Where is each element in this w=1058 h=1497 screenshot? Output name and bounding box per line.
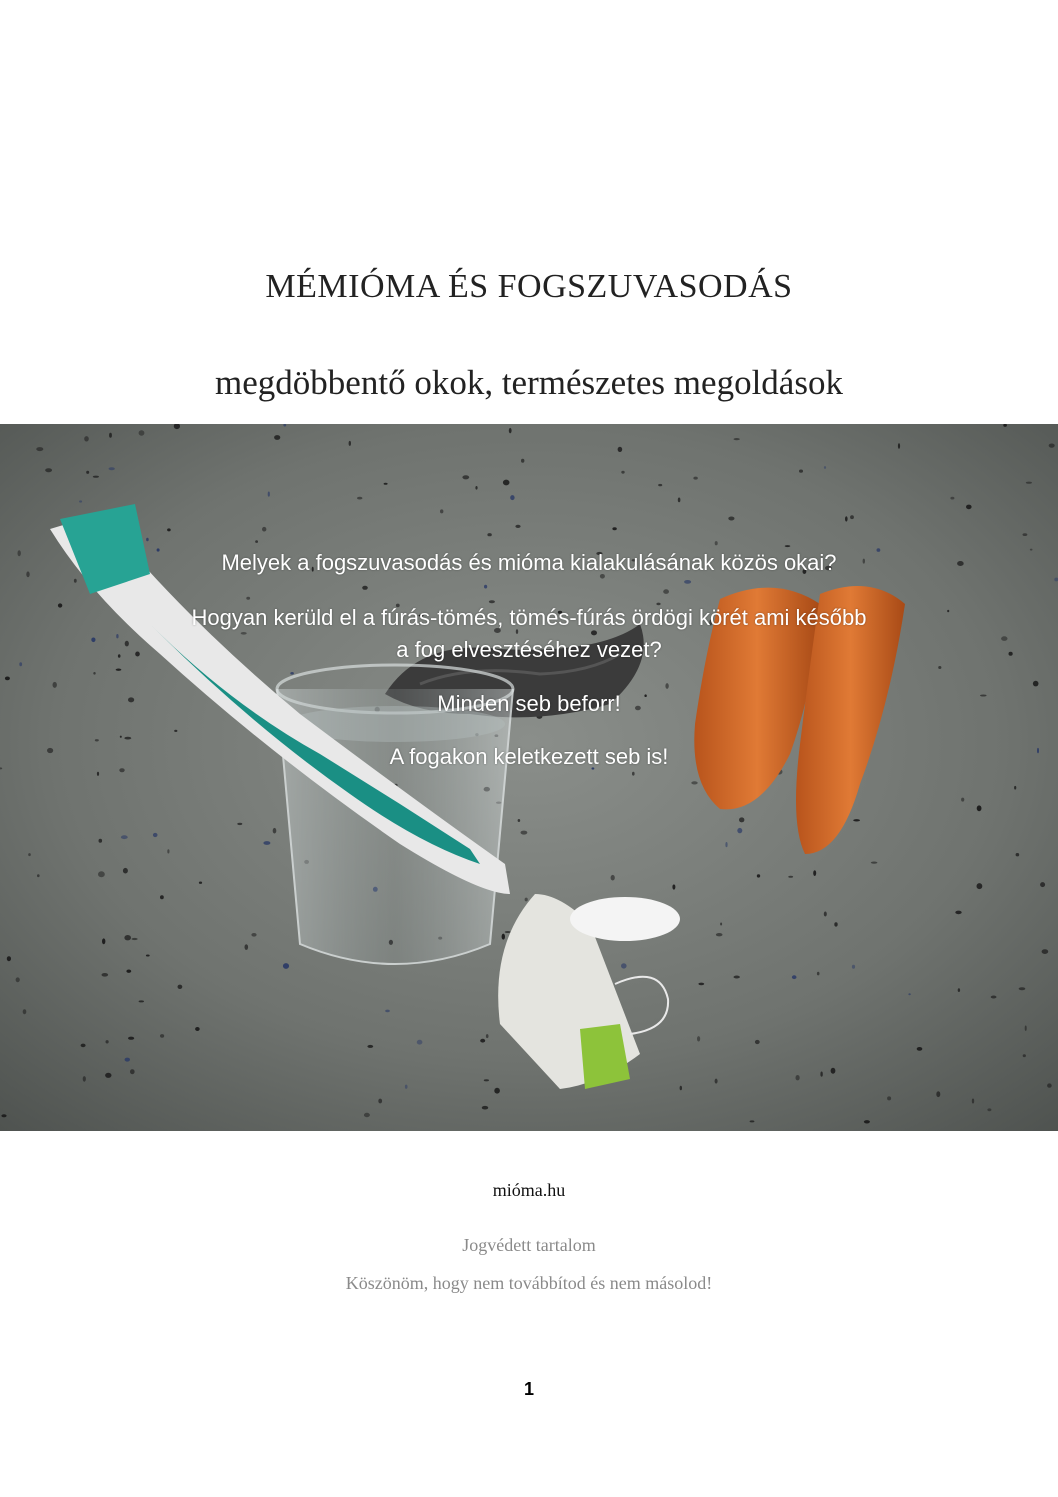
countertop-speckle: [720, 923, 722, 926]
countertop-speckle: [728, 517, 734, 521]
countertop-speckle: [116, 669, 122, 671]
countertop-speckle: [109, 433, 112, 438]
countertop-speckle: [480, 1039, 485, 1043]
countertop-speckle: [697, 1036, 700, 1041]
countertop-speckle: [487, 533, 491, 536]
countertop-speckle: [357, 497, 362, 500]
countertop-speckle: [1042, 949, 1049, 954]
cover-photo: [0, 424, 1058, 1131]
countertop-speckle: [125, 1058, 130, 1062]
countertop-speckle: [1023, 1054, 1026, 1057]
countertop-speckle: [93, 672, 95, 675]
countertop-speckle: [1026, 482, 1032, 484]
copyright-notice: Jogvédett tartalom: [462, 1235, 596, 1255]
countertop-speckle: [53, 682, 57, 688]
countertop-speckle: [1049, 444, 1055, 448]
countertop-speckle: [792, 975, 797, 979]
countertop-speckle: [130, 1069, 135, 1074]
countertop-speckle: [796, 1075, 800, 1080]
countertop-speckle: [167, 528, 171, 531]
countertop-speckle: [958, 988, 960, 992]
countertop-speckle: [817, 972, 820, 976]
countertop-speckle: [384, 483, 388, 485]
countertop-speckle: [908, 993, 910, 995]
countertop-speckle: [268, 492, 270, 497]
countertop-speckle: [349, 441, 351, 446]
countertop-speckle: [95, 739, 99, 741]
countertop-speckle: [128, 1037, 134, 1040]
countertop-speckle: [510, 495, 514, 500]
countertop-speckle: [509, 428, 512, 433]
countertop-speckle: [121, 835, 128, 839]
countertop-speckle: [663, 589, 669, 594]
countertop-speckle: [658, 484, 662, 486]
countertop-speckle: [484, 1079, 489, 1081]
countertop-speckle: [693, 477, 697, 480]
countertop-speckle: [621, 471, 624, 474]
countertop-speckle: [502, 934, 505, 940]
countertop-speckle: [160, 895, 164, 899]
countertop-speckle: [102, 938, 105, 944]
countertop-speckle: [146, 955, 150, 957]
countertop-speckle: [74, 579, 77, 583]
countertop-speckle: [621, 963, 627, 968]
document-subtitle: megdöbbentő okok, természetes megoldások: [215, 363, 843, 402]
countertop-speckle: [251, 933, 256, 937]
countertop-speckle: [734, 976, 740, 979]
countertop-speckle: [84, 436, 89, 441]
countertop-speckle: [1016, 853, 1020, 856]
countertop-speckle: [283, 963, 289, 969]
countertop-speckle: [405, 1085, 408, 1089]
countertop-speckle: [364, 1113, 370, 1117]
countertop-speckle: [991, 996, 997, 999]
countertop-speckle: [81, 1044, 86, 1048]
countertop-speckle: [887, 1096, 891, 1100]
countertop-speckle: [1019, 987, 1026, 990]
countertop-speckle: [757, 874, 760, 877]
countertop-speckle: [834, 922, 837, 926]
countertop-speckle: [799, 470, 803, 473]
countertop-speckle: [237, 823, 242, 825]
countertop-speckle: [245, 944, 249, 950]
countertop-speckle: [102, 973, 109, 977]
countertop-speckle: [105, 1073, 111, 1078]
countertop-speckle: [518, 819, 521, 822]
countertop-speckle: [23, 1009, 27, 1014]
countertop-speckle: [850, 515, 854, 519]
countertop-speckle: [698, 983, 704, 986]
countertop-speckle: [98, 871, 105, 877]
countertop-speckle: [484, 585, 487, 589]
countertop-speckle: [813, 870, 816, 876]
countertop-speckle: [385, 1010, 390, 1013]
countertop-speckle: [715, 541, 718, 545]
countertop-speckle: [961, 798, 964, 802]
countertop-speckle: [691, 781, 697, 784]
countertop-speckle: [632, 772, 635, 776]
countertop-speckle: [475, 486, 477, 490]
countertop-speckle: [737, 828, 742, 833]
countertop-speckle: [167, 849, 169, 853]
countertop-speckle: [7, 956, 11, 961]
countertop-speckle: [199, 882, 202, 884]
countertop-speckle: [864, 1120, 870, 1123]
countertop-speckle: [367, 1045, 373, 1048]
countertop-speckle: [139, 1000, 144, 1002]
countertop-speckle: [977, 883, 983, 889]
countertop-speckle: [146, 538, 149, 542]
countertop-speckle: [109, 467, 115, 470]
countertop-speckle: [788, 876, 793, 878]
countertop-speckle: [898, 443, 900, 449]
countertop-speckle: [521, 831, 528, 835]
countertop-speckle: [824, 912, 827, 917]
countertop-speckle: [160, 1034, 164, 1038]
countertop-speckle: [5, 677, 10, 681]
countertop-speckle: [505, 931, 511, 933]
countertop-speckle: [1, 1114, 6, 1117]
countertop-speckle: [174, 730, 177, 732]
countertop-speckle: [262, 527, 266, 532]
countertop-speckle: [750, 1120, 755, 1122]
overlay-question-2-line-2: a fog elvesztéséhez vezet?: [396, 637, 662, 662]
countertop-speckle: [1023, 533, 1028, 536]
countertop-speckle: [977, 805, 982, 811]
countertop-speckle: [521, 459, 524, 463]
countertop-speckle: [462, 475, 469, 479]
countertop-speckle: [678, 498, 681, 503]
countertop-speckle: [274, 435, 280, 440]
countertop-speckle: [987, 1108, 991, 1111]
countertop-speckle: [255, 540, 258, 543]
countertop-speckle: [871, 862, 878, 864]
countertop-speckle: [785, 545, 791, 547]
countertop-speckle: [715, 1079, 718, 1084]
countertop-speckle: [139, 430, 145, 435]
countertop-speckle: [591, 630, 597, 635]
countertop-speckle: [120, 736, 122, 738]
countertop-speckle: [263, 841, 270, 845]
countertop-speckle: [45, 468, 52, 472]
countertop-speckle: [831, 1068, 836, 1074]
overlay-question-2-line-1: Hogyan kerüld el a fúrás-tömés, tömés-fúrás ördögi körét ami később: [191, 605, 867, 630]
countertop-speckle: [665, 683, 668, 689]
countertop-speckle: [195, 1027, 200, 1031]
countertop-speckle: [123, 868, 128, 874]
countertop-speckle: [1033, 681, 1039, 687]
countertop-speckle: [938, 666, 941, 669]
countertop-speckle: [273, 828, 277, 834]
countertop-speckle: [417, 1040, 423, 1045]
countertop-speckle: [503, 480, 510, 486]
countertop-speckle: [917, 1047, 923, 1051]
countertop-speckle: [482, 1106, 488, 1110]
countertop-speckle: [153, 833, 158, 837]
countertop-speckle: [618, 447, 623, 452]
countertop-speckle: [83, 1076, 86, 1082]
overlay-question-1: Melyek a fogszuvasodás és mióma kialakulásának közös okai?: [221, 550, 837, 575]
countertop-speckle: [178, 985, 183, 989]
countertop-speckle: [378, 1099, 382, 1104]
countertop-speckle: [755, 1040, 760, 1044]
countertop-speckle: [86, 471, 89, 474]
countertop-speckle: [612, 527, 616, 530]
countertop-speckle: [124, 737, 131, 740]
countertop-speckle: [99, 839, 103, 843]
countertop-speckle: [611, 875, 615, 881]
countertop-speckle: [966, 505, 972, 510]
countertop-speckle: [93, 476, 99, 478]
countertop-speckle: [106, 1040, 109, 1043]
countertop-speckle: [525, 898, 528, 902]
countertop-speckle: [845, 516, 848, 521]
countertop-speckle: [820, 1072, 822, 1077]
countertop-speckle: [36, 447, 43, 451]
countertop-speckle: [950, 497, 954, 500]
countertop-speckle: [725, 842, 727, 847]
countertop-speckle: [124, 935, 131, 940]
countertop-speckle: [28, 853, 31, 856]
thanks-notice: Köszönöm, hogy nem továbbítod és nem másolod!: [345, 1273, 713, 1293]
countertop-speckle: [79, 500, 82, 502]
countertop-speckle: [684, 580, 691, 584]
countertop-speckle: [716, 933, 723, 936]
countertop-speckle: [97, 772, 99, 776]
countertop-speckle: [852, 965, 855, 969]
countertop-speckle: [853, 819, 860, 821]
countertop-speckle: [680, 1086, 682, 1091]
countertop-speckle: [1040, 882, 1045, 887]
countertop-speckle: [290, 672, 294, 675]
countertop-speckle: [739, 817, 744, 822]
countertop-speckle: [132, 938, 138, 940]
countertop-speckle: [734, 438, 740, 440]
countertop-speckle: [489, 600, 495, 603]
document-title: MÉMIÓMA ÉS FOGSZUVASODÁS: [265, 268, 793, 305]
countertop-speckle: [1047, 1083, 1052, 1087]
countertop-speckle: [246, 597, 250, 600]
countertop-speckle: [37, 874, 40, 877]
cover-photo-illustration: [0, 424, 1058, 1131]
countertop-speckle: [672, 884, 675, 889]
countertop-speckle: [955, 911, 961, 915]
countertop-speckle: [1025, 1026, 1027, 1031]
countertop-speckle: [16, 977, 20, 982]
overlay-statement-1: Minden seb beforr!: [437, 691, 621, 716]
countertop-speckle: [936, 1091, 940, 1097]
countertop-speckle: [824, 466, 826, 469]
countertop-speckle: [362, 586, 368, 590]
countertop-speckle: [440, 509, 443, 513]
countertop-speckle: [1014, 786, 1016, 790]
countertop-speckle: [515, 525, 520, 528]
countertop-speckle: [486, 1034, 489, 1038]
overlay-statement-2: A fogakon keletkezett seb is!: [389, 744, 669, 769]
page-number: 1: [523, 1379, 534, 1399]
countertop-speckle: [972, 1099, 974, 1104]
site-name: mióma.hu: [492, 1180, 566, 1200]
countertop-speckle: [241, 632, 247, 635]
countertop-speckle: [494, 1088, 500, 1094]
countertop-speckle: [126, 970, 131, 973]
